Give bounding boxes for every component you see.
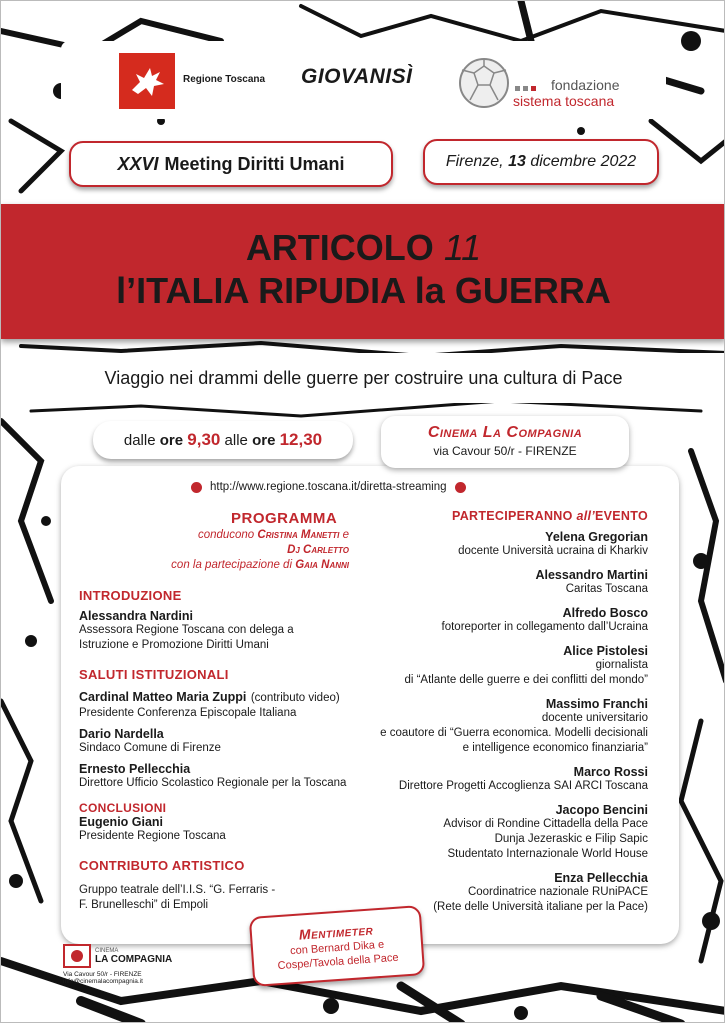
cinema-emblem-icon	[63, 944, 91, 968]
bullet-icon	[191, 482, 202, 493]
participant-name: Alessandro Martini	[535, 568, 648, 582]
participant-name: Jacopo Bencini	[555, 803, 648, 817]
fondazione-line1: fondazione	[551, 77, 620, 93]
regione-toscana-label: Regione Toscana	[183, 74, 266, 85]
speaker-desc: Direttore Ufficio Scolastico Regionale per la Toscana	[79, 777, 347, 789]
speaker-desc: Sindaco Comune di Firenze	[79, 742, 221, 754]
banner-line1: ARTICOLO 11	[245, 227, 482, 268]
date-rest: dicembre 2022	[530, 153, 637, 170]
venue-box	[381, 416, 629, 468]
conclusioni-title: CONCLUSIONI	[79, 801, 167, 815]
speaker-desc: Istruzione e Promozione Diritti Umani	[79, 639, 269, 651]
stream-url[interactable]: http://www.regione.toscana.it/diretta-streaming	[210, 481, 447, 493]
participant-desc: e coautore di “Guerra economica. Modelli decisionali	[380, 727, 648, 739]
speaker-name: Eugenio Giani	[79, 815, 164, 829]
saluti-title: SALUTI ISTITUZIONALI	[79, 667, 229, 682]
dj-line: Dj Carletto	[287, 544, 349, 556]
pegasus-icon	[126, 60, 168, 102]
cinema-small: CINEMA	[95, 947, 119, 954]
contributo-desc: F. Brunelleschi” di Empoli	[79, 899, 209, 911]
speaker-desc: Presidente Conferenza Episcopale Italiana	[79, 707, 297, 719]
participant-desc: e intelligence economico finanziaria”	[462, 742, 648, 754]
participant	[348, 644, 648, 688]
participant-name: Marco Rossi	[573, 765, 648, 779]
giovanisi-logo: GIOVANISÌ	[301, 65, 413, 88]
participant	[348, 606, 648, 635]
participant-name: Enza Pellecchia	[554, 871, 648, 885]
participant-name: Massimo Franchi	[545, 697, 648, 711]
stream-link-row[interactable]	[191, 481, 466, 493]
venue-name: Cinema La Compagnia	[427, 424, 583, 441]
meeting-pill	[69, 141, 393, 187]
mentimeter-line1: con Bernard Dika e	[289, 938, 385, 958]
banner-line2: l’ITALIA RIPUDIA la GUERRA	[116, 270, 611, 311]
meeting-title: Meeting Diritti Umani	[164, 153, 345, 174]
fondazione-squares	[515, 86, 536, 91]
participant-name: Alice Pistolesi	[563, 644, 648, 658]
mentimeter-title: Mentimeter	[298, 921, 374, 943]
participant-desc: Studentato Internazionale World House	[447, 848, 648, 860]
meeting-roman: XXVI	[117, 153, 159, 174]
speaker-desc: Presidente Regione Toscana	[79, 830, 226, 842]
introduzione-title: INTRODUZIONE	[79, 588, 182, 603]
square-icon	[523, 86, 528, 91]
participant-desc: docente universitario	[541, 712, 648, 724]
participant	[348, 697, 648, 756]
cinema-addr: Via Cavour 50/r - FIRENZE	[63, 971, 142, 978]
participant	[348, 765, 648, 794]
cinema-name: LA COMPAGNIA	[95, 953, 173, 965]
contributo-desc: Gruppo teatrale dell’I.I.S. “G. Ferraris -	[79, 884, 276, 896]
participant-desc: di “Atlante delle guerre e dei conflitti del mondo”	[404, 674, 648, 686]
participant-desc: Advisor di Rondine Cittadella della Pace	[443, 818, 648, 830]
partecipazione-line: con la partecipazione di Gaia Nanni	[171, 559, 349, 571]
date-prefix: Firenze,	[445, 153, 504, 170]
participant	[348, 568, 648, 597]
participant-desc: docente Università ucraina di Kharkiv	[458, 545, 648, 557]
speaker-name: Dario Nardella	[79, 727, 164, 741]
time-pill: dalle ore 9,30 alle ore 12,30	[93, 421, 353, 459]
date-pill	[423, 139, 659, 185]
speaker-name: Alessandra Nardini	[79, 609, 193, 623]
regione-toscana-logo	[119, 53, 175, 109]
cinema-email: info@cinemalacompagnia.it	[63, 978, 143, 985]
conducono-line: conducono Cristina Manetti e	[197, 529, 349, 541]
participant-desc: (Rete delle Università italiane per la Pace)	[433, 901, 648, 913]
participant-name: Yelena Gregorian	[545, 530, 648, 544]
fondazione-line2: sistema toscana	[513, 93, 615, 109]
venue-address: via Cavour 50/r - FIRENZE	[433, 444, 577, 458]
subtitle: Viaggio nei drammi delle guerre per costruire una cultura di Pace	[1, 353, 725, 403]
title-banner	[1, 204, 725, 339]
participant-desc: Direttore Progetti Accoglienza SAI ARCI Toscana	[398, 780, 648, 792]
participant-desc: Coordinatrice nazionale RUniPACE	[467, 886, 648, 898]
participant	[348, 803, 648, 862]
geodesic-ball-icon	[457, 56, 511, 110]
mentimeter-box	[249, 905, 425, 987]
speaker-name: Ernesto Pellecchia	[79, 762, 191, 776]
bullet-icon	[455, 482, 466, 493]
participant-desc: Caritas Toscana	[565, 583, 648, 595]
programma-title: PROGRAMMA	[231, 510, 338, 527]
square-icon	[531, 86, 536, 91]
participant-desc: giornalista	[595, 659, 648, 671]
date-day: 13	[508, 153, 526, 170]
participant-desc: Dunja Jezeraskic e Filip Sapic	[494, 833, 648, 845]
participant-desc: fotoreporter in collegamento dall’Ucraina	[441, 621, 648, 633]
cinema-logo	[63, 944, 193, 985]
participant-name: Alfredo Bosco	[562, 606, 648, 620]
speaker-row: Cardinal Matteo Maria Zuppi (contributo video)	[79, 690, 340, 704]
participants-list	[348, 530, 648, 915]
mentimeter-line2: Cospe/Tavola della Pace	[277, 951, 399, 973]
speaker-desc: Assessora Regione Toscana con delega a	[79, 624, 294, 636]
left-column	[79, 588, 369, 913]
right-column	[348, 509, 648, 915]
square-icon	[515, 86, 520, 91]
parteciperanno-title: PARTECIPERANNO all’EVENTO	[452, 509, 648, 523]
participant	[348, 530, 648, 559]
contributo-title: CONTRIBUTO ARTISTICO	[79, 858, 245, 873]
